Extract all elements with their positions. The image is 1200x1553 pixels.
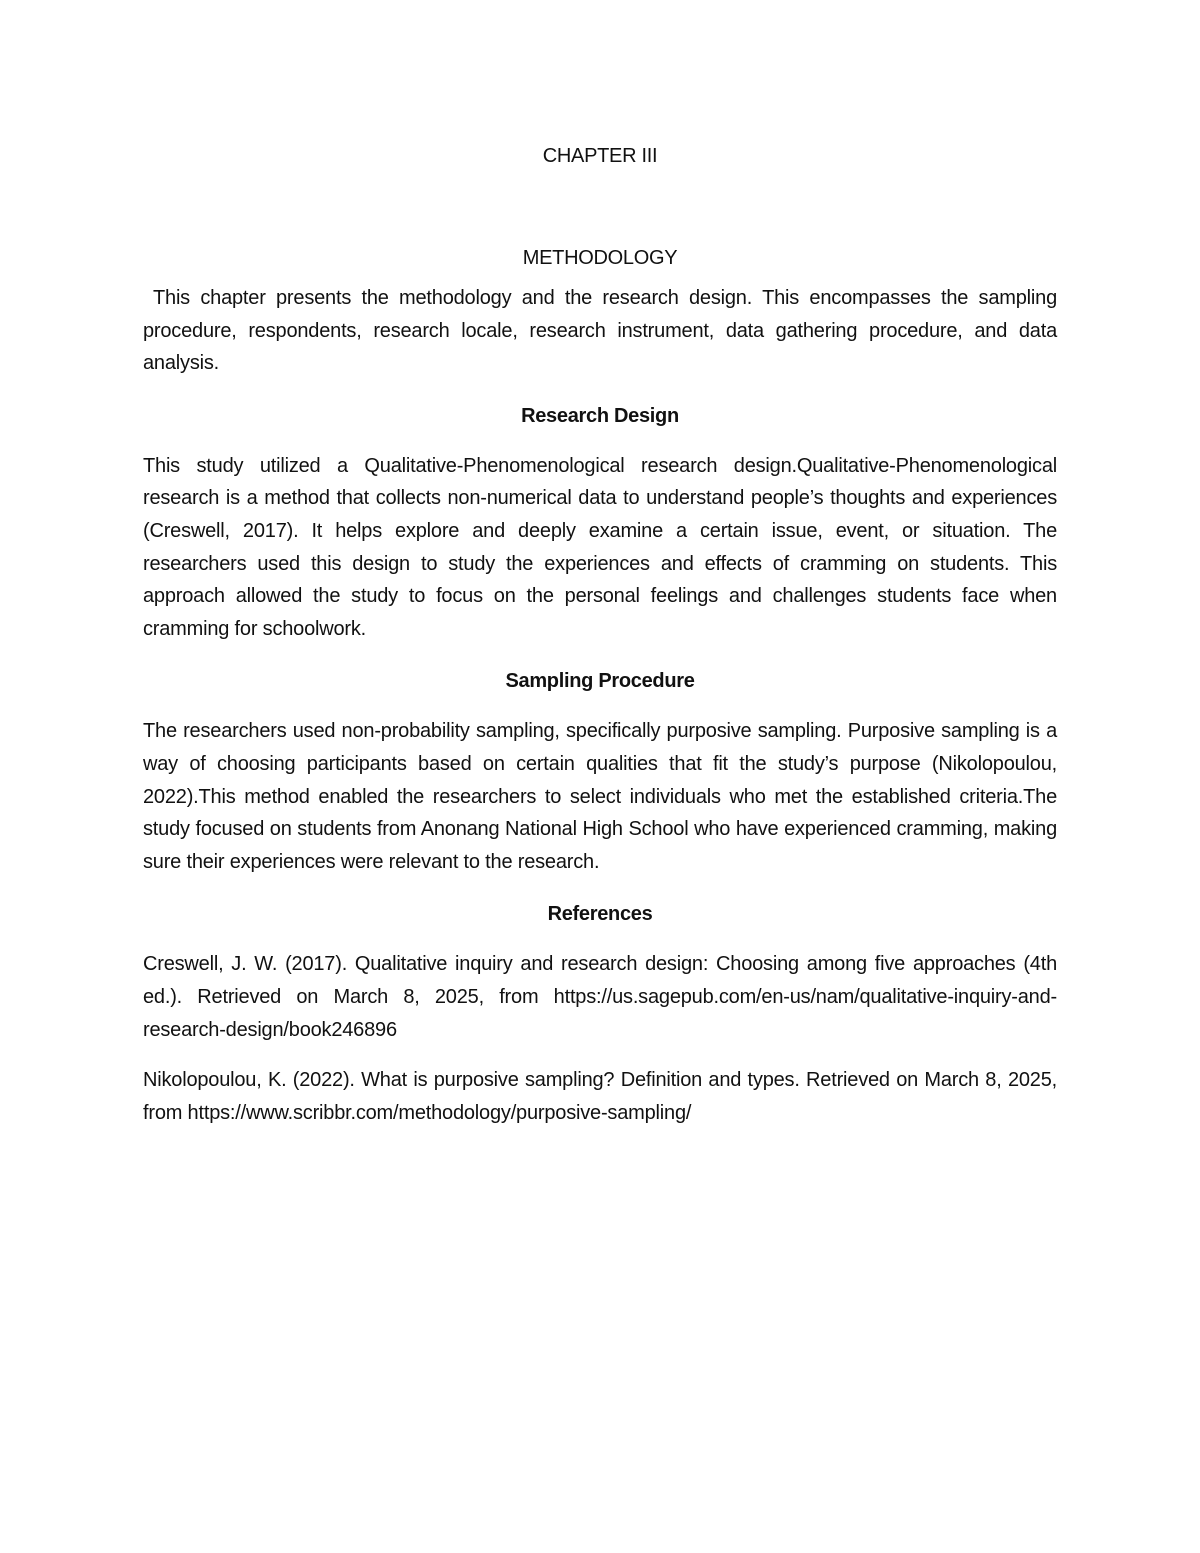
research-design-paragraph: This study utilized a Qualitative-Phenomenological research design.Qualitative-Phenomenological research is a method that collects non-numerical data to understand people’s thoughts and experiences (Creswell, 2017). It helps explore and deeply examine a certain issue, event, or situation. The researchers used this design to study the experiences and effects of cramming on students. This approach allowed the study to focus on the personal feelings and challenges students face when cramming for schoolwork. <box>143 454 1057 640</box>
section-heading-sampling-procedure: Sampling Procedure <box>505 670 695 693</box>
sampling-procedure-paragraph: The researchers used non-probability sampling, specifically purposive sampling. Purposive sampling is a way of choosing participants based on certain qualities that fit the study’s purpose (Nikolopoulou, 2022).This method enabled the researchers to select individuals who met the established criteria.The study focused on students from Anonang National High School who have experienced cramming, making sure their experiences were relevant to the research. <box>143 720 1057 873</box>
section-heading-references: References <box>547 903 653 926</box>
chapter-label: CHAPTER III <box>542 145 658 167</box>
section-heading-research-design: Research Design <box>521 404 679 427</box>
intro-paragraph: This chapter presents the methodology and the research design. This encompasses the sampling procedure, respondents, research locale, research instrument, data gathering procedure, and data analysis. <box>143 287 1057 375</box>
chapter-title: METHODOLOGY <box>522 247 678 269</box>
reference-item: Nikolopoulou, K. (2022). What is purposive sampling? Definition and types. Retrieved on March 8, 2025, from https://www.scribbr.com/methodology/purposive-sampling/ <box>143 1069 1057 1124</box>
document-content <box>143 140 1057 1147</box>
reference-item: Creswell, J. W. (2017). Qualitative inquiry and research design: Choosing among five approaches (4th ed.). Retrieved on March 8, 2025, from https://us.sagepub.com/en-us/nam/qualitative-inquiry-and-research-design/book246896 <box>143 953 1057 1041</box>
